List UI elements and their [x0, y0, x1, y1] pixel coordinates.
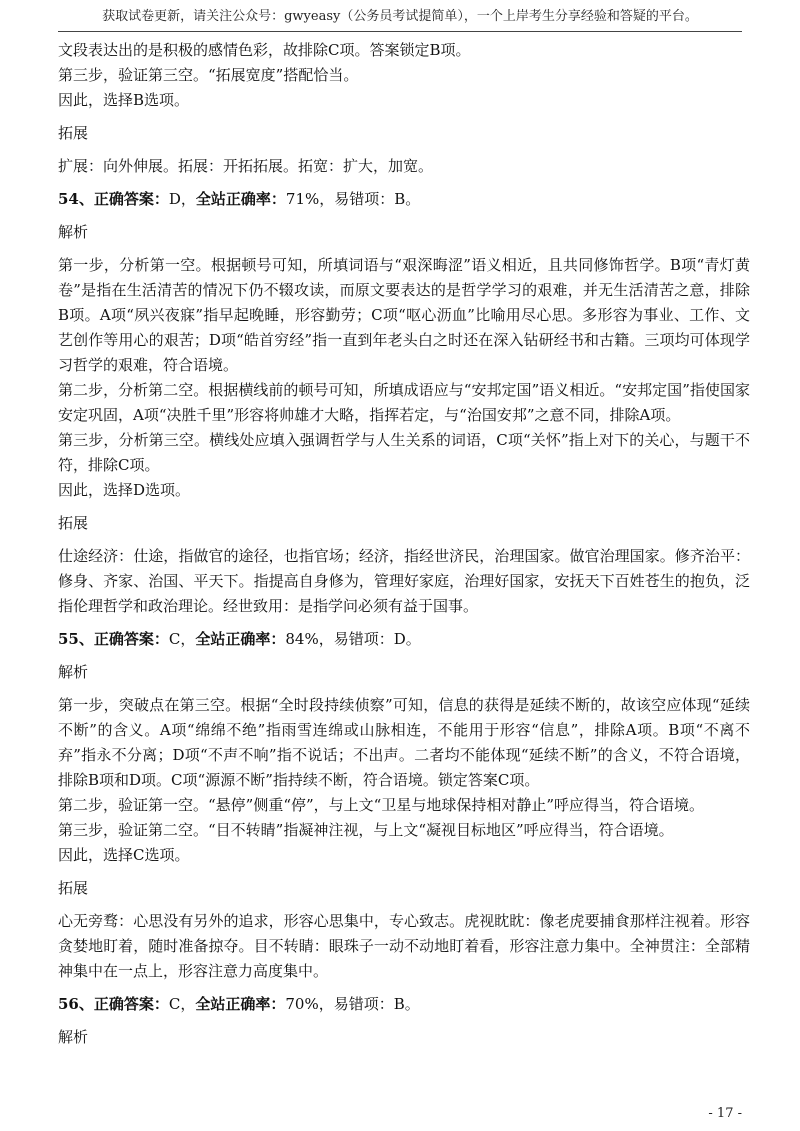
section-label-analysis: 解析 — [58, 663, 89, 681]
question-answer-header: 55、正确答案：C，全站正确率：84%，易错项：D。 — [58, 630, 421, 648]
paragraph: 仕途经济：仕途，指做官的途径，也指官场；经济，指经世济民，治理国家。做官治理国家。修齐治平：修身、齐家、治国、平天下。指提高自身修为，管理好家庭，治理好国家，安抚天下百姓苍生的抱负，泛指伦理哲学和政治理论。经世致用：是指学问必须有益于国事。 — [58, 547, 750, 615]
header-divider — [58, 31, 742, 32]
section-label-analysis: 解析 — [58, 223, 89, 241]
paragraph: 因此，选择B选项。 — [58, 91, 190, 109]
paragraph: 第三步，验证第三空。“拓展宽度”搭配恰当。 — [58, 66, 359, 84]
paragraph: 第三步，验证第二空。“目不转睛”指凝神注视，与上文“凝视目标地区”呼应得当，符合语境。 — [58, 821, 674, 839]
page-number: - 17 - — [708, 1106, 742, 1121]
paragraph: 第三步，分析第三空。横线处应填入强调哲学与人生关系的词语，C项“关怀”指上对下的关心，与题干不符，排除C项。 — [58, 431, 750, 474]
paragraph: 因此，选择C选项。 — [58, 846, 190, 864]
paragraph: 第一步，突破点在第三空。根据“全时段持续侦察”可知，信息的获得是延续不断的，故该空应体现“延续不断”的含义。A项“绵绵不绝”指雨雪连绵或山脉相连，不能用于形容“信息”，排除A项。B项“不离不弃”指永不分离；D项“不声不响”指不说话；不出声。二者均不能体现“延续不断”的含义，不符合语境，排除B项和D项。C项“源源不断”指持续不断，符合语境。锁定答案C项。 — [58, 696, 750, 789]
paragraph: 文段表达出的是积极的感情色彩，故排除C项。答案锁定B项。 — [58, 41, 471, 59]
paragraph: 第二步，验证第一空。“悬停”侧重“停”，与上文“卫星与地球保持相对静止”呼应得当，符合语境。 — [58, 796, 705, 814]
paragraph: 扩展：向外伸展。拓展：开拓拓展。拓宽：扩大，加宽。 — [58, 157, 434, 175]
question-answer-header: 56、正确答案：C，全站正确率：70%，易错项：B。 — [58, 995, 420, 1013]
section-label-extension: 拓展 — [58, 514, 89, 532]
document-body — [58, 38, 750, 1050]
page-header: 获取试卷更新，请关注公众号：gwyeasy（公务员考试提简单），一个上岸考生分享经验和答疑的平台。 — [102, 9, 698, 24]
paragraph: 第一步，分析第一空。根据顿号可知，所填词语与“艰深晦涩”语义相近，且共同修饰哲学。B项“青灯黄卷”是指在生活清苦的情况下仍不辍攻读，而原文要表达的是哲学学习的艰难，并无生活清苦之意，排除B项。A项“夙兴夜寐”指早起晚睡，形容勤劳；C项“呕心沥血”比喻用尽心思。多形容为事业、工作、文艺创作等用心的艰苦；D项“皓首穷经”指一直到年老头白之时还在深入钻研经书和古籍。三项均可体现学习哲学的艰难，符合语境。 — [58, 256, 750, 374]
section-label-extension: 拓展 — [58, 124, 89, 142]
section-label-analysis: 解析 — [58, 1028, 89, 1046]
paragraph: 因此，选择D选项。 — [58, 481, 191, 499]
paragraph: 第二步，分析第二空。根据横线前的顿号可知，所填成语应与“安邦定国”语义相近。“安邦定国”指使国家安定巩固，A项“决胜千里”形容将帅雄才大略，指挥若定，与“治国安邦”之意不同，排除A项。 — [58, 381, 750, 424]
paragraph: 心无旁骛：心思没有另外的追求，形容心思集中，专心致志。虎视眈眈：像老虎要捕食那样注视着。形容贪婪地盯着，随时准备掠夺。目不转睛：眼珠子一动不动地盯着看，形容注意力集中。全神贯注：全部精神集中在一点上，形容注意力高度集中。 — [58, 912, 750, 980]
section-label-extension: 拓展 — [58, 879, 89, 897]
question-answer-header: 54、正确答案：D，全站正确率：71%，易错项：B。 — [58, 190, 421, 208]
